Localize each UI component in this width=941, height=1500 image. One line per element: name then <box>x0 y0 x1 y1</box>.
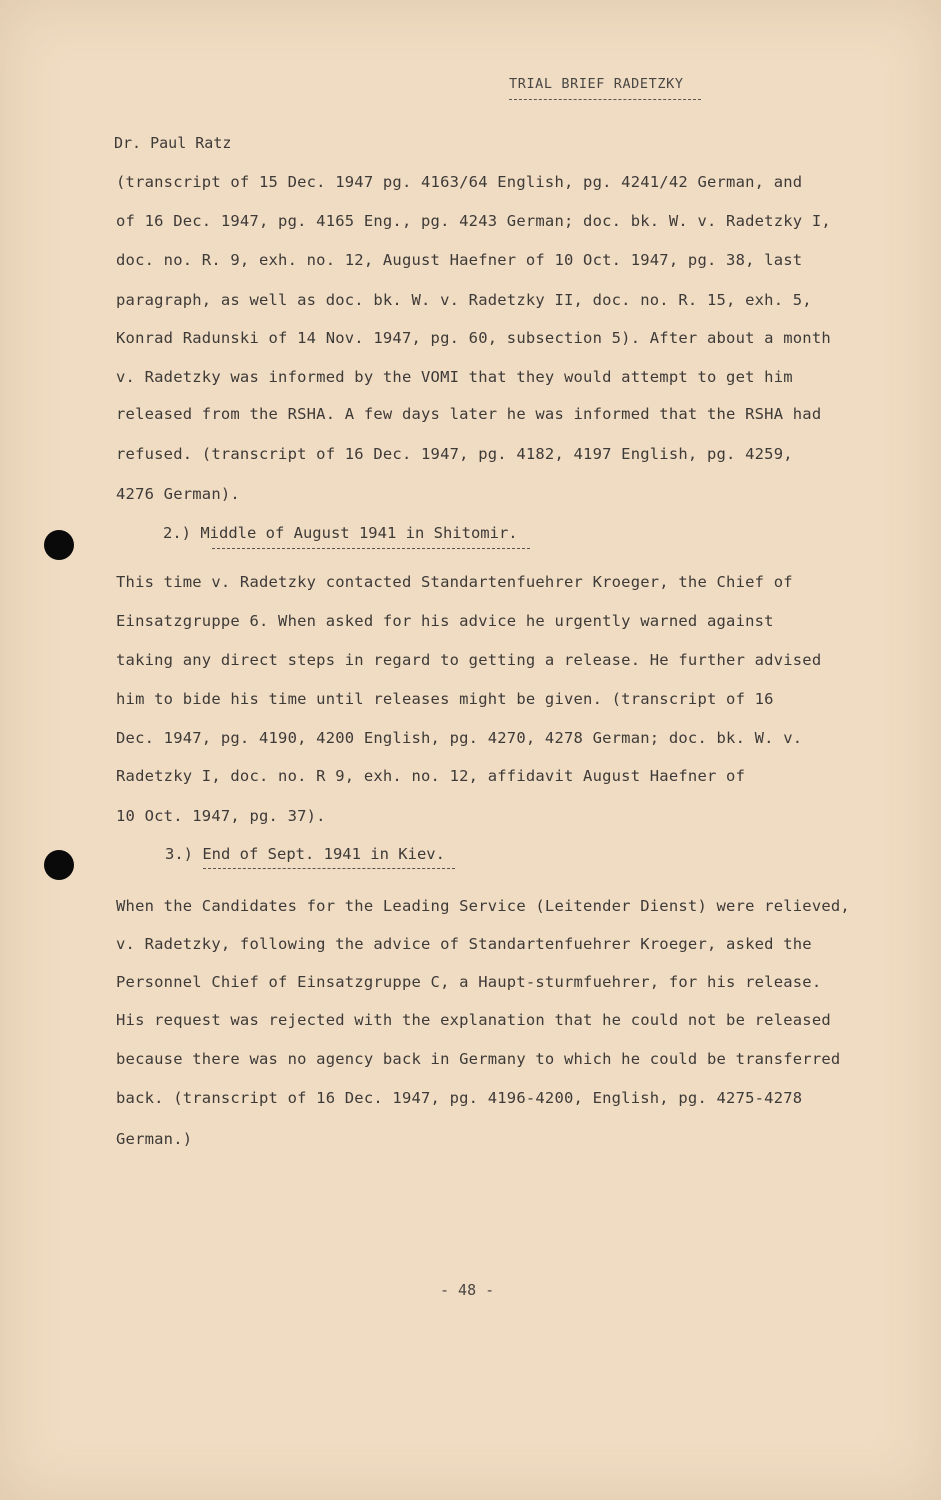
paragraph-2-line: This time v. Radetzky contacted Standartenfuehrer Kroeger, the Chief of <box>116 573 793 591</box>
paragraph-2-line: 10 Oct. 1947, pg. 37). <box>116 807 326 825</box>
paragraph-1-line: refused. (transcript of 16 Dec. 1947, pg. 4182, 4197 English, pg. 4259, <box>116 445 793 463</box>
paragraph-3-line: When the Candidates for the Leading Service (Leitender Dienst) were relieved, <box>116 897 850 915</box>
paragraph-1-line: doc. no. R. 9, exh. no. 12, August Haefner of 10 Oct. 1947, pg. 38, last <box>116 251 803 269</box>
heading-3-underline <box>203 868 455 869</box>
paragraph-1-line: v. Radetzky was informed by the VOMI that they would attempt to get him <box>116 368 793 386</box>
document-header-title: TRIAL BRIEF RADETZKY <box>509 76 684 92</box>
paragraph-3-line: His request was rejected with the explanation that he could not be released <box>116 1011 831 1029</box>
paragraph-2-line: taking any direct steps in regard to getting a release. He further advised <box>116 651 822 669</box>
paragraph-1-line: Konrad Radunski of 14 Nov. 1947, pg. 60, subsection 5). After about a month <box>116 329 831 347</box>
paragraph-2-line: him to bide his time until releases might be given. (transcript of 16 <box>116 690 774 708</box>
paragraph-1-line: of 16 Dec. 1947, pg. 4165 Eng., pg. 4243 German; doc. bk. W. v. Radetzky I, <box>116 212 831 230</box>
paragraph-3-line: German.) <box>116 1130 193 1148</box>
punch-hole <box>44 530 74 560</box>
heading-2-underline <box>212 548 530 549</box>
page-number: - 48 - <box>440 1281 495 1299</box>
paragraph-1-line: released from the RSHA. A few days later he was informed that the RSHA had <box>116 405 822 423</box>
paragraph-1-line: (transcript of 15 Dec. 1947 pg. 4163/64 English, pg. 4241/42 German, and <box>116 173 803 191</box>
paragraph-3-line: because there was no agency back in Germany to which he could be transferred <box>116 1050 841 1068</box>
paragraph-1-line: paragraph, as well as doc. bk. W. v. Radetzky II, doc. no. R. 15, exh. 5, <box>116 291 812 309</box>
paragraph-3-line: v. Radetzky, following the advice of Standartenfuehrer Kroeger, asked the <box>116 935 812 953</box>
section-heading-2: 2.) Middle of August 1941 in Shitomir. <box>163 524 518 542</box>
header-underline <box>509 99 701 100</box>
paragraph-2-line: Radetzky I, doc. no. R 9, exh. no. 12, affidavit August Haefner of <box>116 767 746 785</box>
paragraph-2-line: Einsatzgruppe 6. When asked for his advice he urgently warned against <box>116 612 774 630</box>
paragraph-2-line: Dec. 1947, pg. 4190, 4200 English, pg. 4270, 4278 German; doc. bk. W. v. <box>116 729 803 747</box>
paragraph-1-line: 4276 German). <box>116 485 240 503</box>
section-heading-3: 3.) End of Sept. 1941 in Kiev. <box>165 845 445 863</box>
paragraph-3-line: back. (transcript of 16 Dec. 1947, pg. 4196-4200, English, pg. 4275-4278 <box>116 1089 803 1107</box>
section-name: Dr. Paul Ratz <box>114 134 232 152</box>
punch-hole <box>44 850 74 880</box>
paragraph-3-line: Personnel Chief of Einsatzgruppe C, a Haupt-sturmfuehrer, for his release. <box>116 973 822 991</box>
